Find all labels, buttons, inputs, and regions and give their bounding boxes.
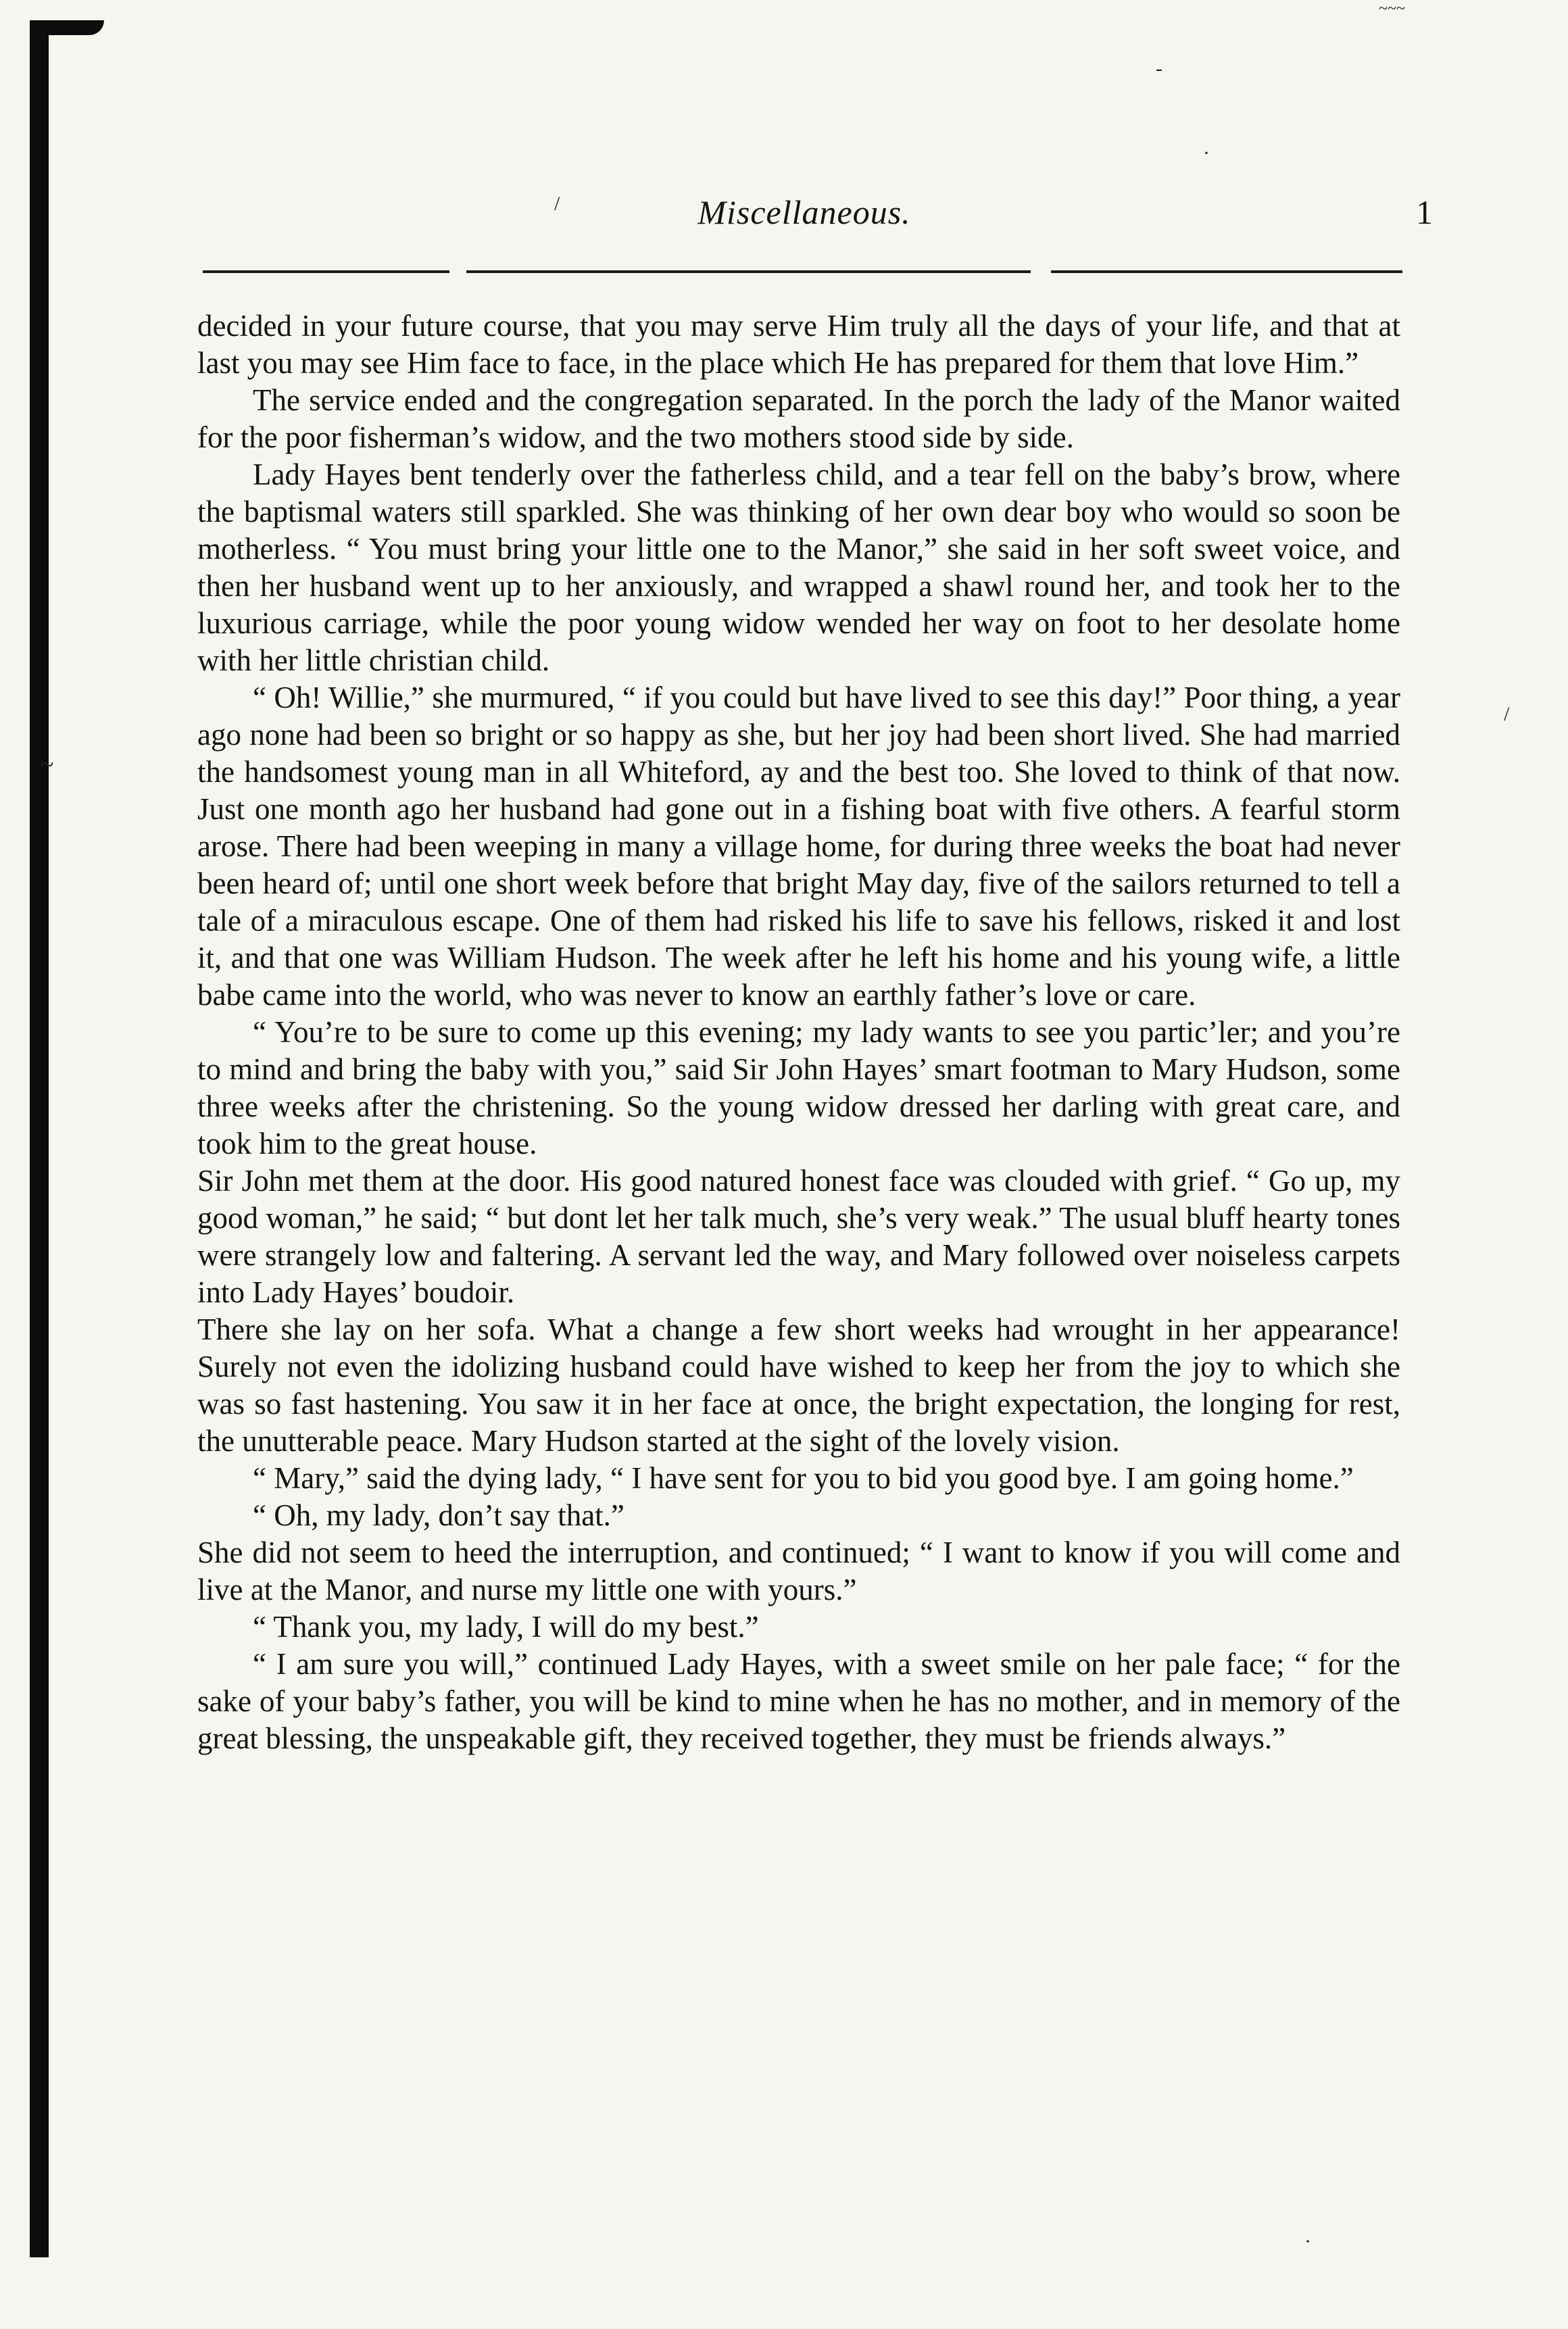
header-rule-right	[1051, 270, 1402, 273]
paragraph: “ Mary,” said the dying lady, “ I have sent for you to bid you good bye. I am going home.”	[253, 1461, 1354, 1495]
paragraph: The service ended and the congregation separated. In the porch the lady of the Manor waited for the poor fisherman’s widow, and the two mothers stood side by side.	[197, 383, 1400, 454]
ink-speck: /	[554, 193, 560, 215]
ink-speck: ·	[1304, 2230, 1311, 2253]
page-header	[203, 193, 1433, 253]
paragraph: “ Oh! Willie,” she murmured, “ if you could but have lived to see this day!” Poor thing, a year ago none had been so bright or so happy as she, but her joy had been short lived. She had married the handsomest young man in all Whiteford, ay and the best too. She loved to think of that now. Just one month ago her husband had gone out in a fishing boat with five others. A fearful storm arose. There had been weeping in many a village home, for during three weeks the boat had never been heard of; until one short week before that bright May day, five of the sailors returned to tell a tale of a miraculous escape. One of them had risked his life to save his fellows, risked it and lost it, and that one was William Hudson. The week after he left his home and his young wife, a little babe came into the world, who was never to know an earthly father’s love or care.	[197, 681, 1400, 1012]
paragraph: There she lay on her sofa. What a change a few short weeks had wrought in her appearance! Surely not even the idolizing husband could have wished to keep her from the joy to which she was so fast hastening. You saw it in her face at once, the bright expectation, the longing for rest, the unutterable peace. Mary Hudson started at the sight of the lovely vision.	[197, 1313, 1400, 1458]
header-rule-left	[203, 270, 449, 273]
paragraph: She did not seem to heed the interruption, and continued; “ I want to know if you will come and live at the Manor, and nurse my little one with yours.”	[197, 1536, 1400, 1607]
ink-speck: ~~~	[1379, 0, 1405, 18]
ink-speck: ·	[1203, 142, 1210, 164]
paragraph: decided in your future course, that you may serve Him truly all the days of your life, and that at last you may see Him face to face, in the place which He has prepared for them that love Him.”	[197, 309, 1400, 380]
header-rule-center	[466, 270, 1031, 273]
page-number: 1	[1416, 193, 1433, 231]
ink-speck: ~	[41, 751, 54, 778]
body-text	[197, 308, 1400, 1757]
paragraph: “ I am sure you will,” continued Lady Hayes, with a sweet smile on her pale face; “ for the sake of your baby’s father, you will be kind to mine when he has no mother, and in memory of the great blessing, the unspeakable gift, they received together, they must be friends always.”	[197, 1647, 1400, 1755]
ink-speck: -	[1156, 57, 1162, 80]
paragraph: “ Thank you, my lady, I will do my best.”	[253, 1610, 759, 1644]
paragraph: “ You’re to be sure to come up this evening; my lady wants to see you partic’ler; and you’re to mind and bring the baby with you,” said Sir John Hayes’ smart footman to Mary Hudson, some three weeks after the christening. So the young widow dressed her darling with great care, and took him to the great house.	[197, 1015, 1400, 1160]
paragraph: “ Oh, my lady, don’t say that.”	[253, 1498, 624, 1532]
ink-speck: /	[1504, 703, 1510, 725]
paragraph: Sir John met them at the door. His good natured honest face was clouded with grief. “ Go up, my good woman,” he said; “ but dont let her talk much, she’s very weak.” The usual bluff hearty tones were strangely low and faltering. A servant led the way, and Mary followed over noiseless carpets into Lady Hayes’ boudoir.	[197, 1164, 1400, 1309]
page-binding-shadow	[30, 27, 49, 2257]
running-title: Miscellaneous.	[697, 193, 911, 231]
paragraph: Lady Hayes bent tenderly over the fatherless child, and a tear fell on the baby’s brow, where the baptismal waters still sparkled. She was thinking of her own dear boy who would so soon be motherless. “ You must bring your little one to the Manor,” she said in her soft sweet voice, and then her husband went up to her anxiously, and wrapped a shawl round her, and took her to the luxurious carriage, while the poor young widow wended her way on foot to her desolate home with her little christian child.	[197, 458, 1400, 677]
